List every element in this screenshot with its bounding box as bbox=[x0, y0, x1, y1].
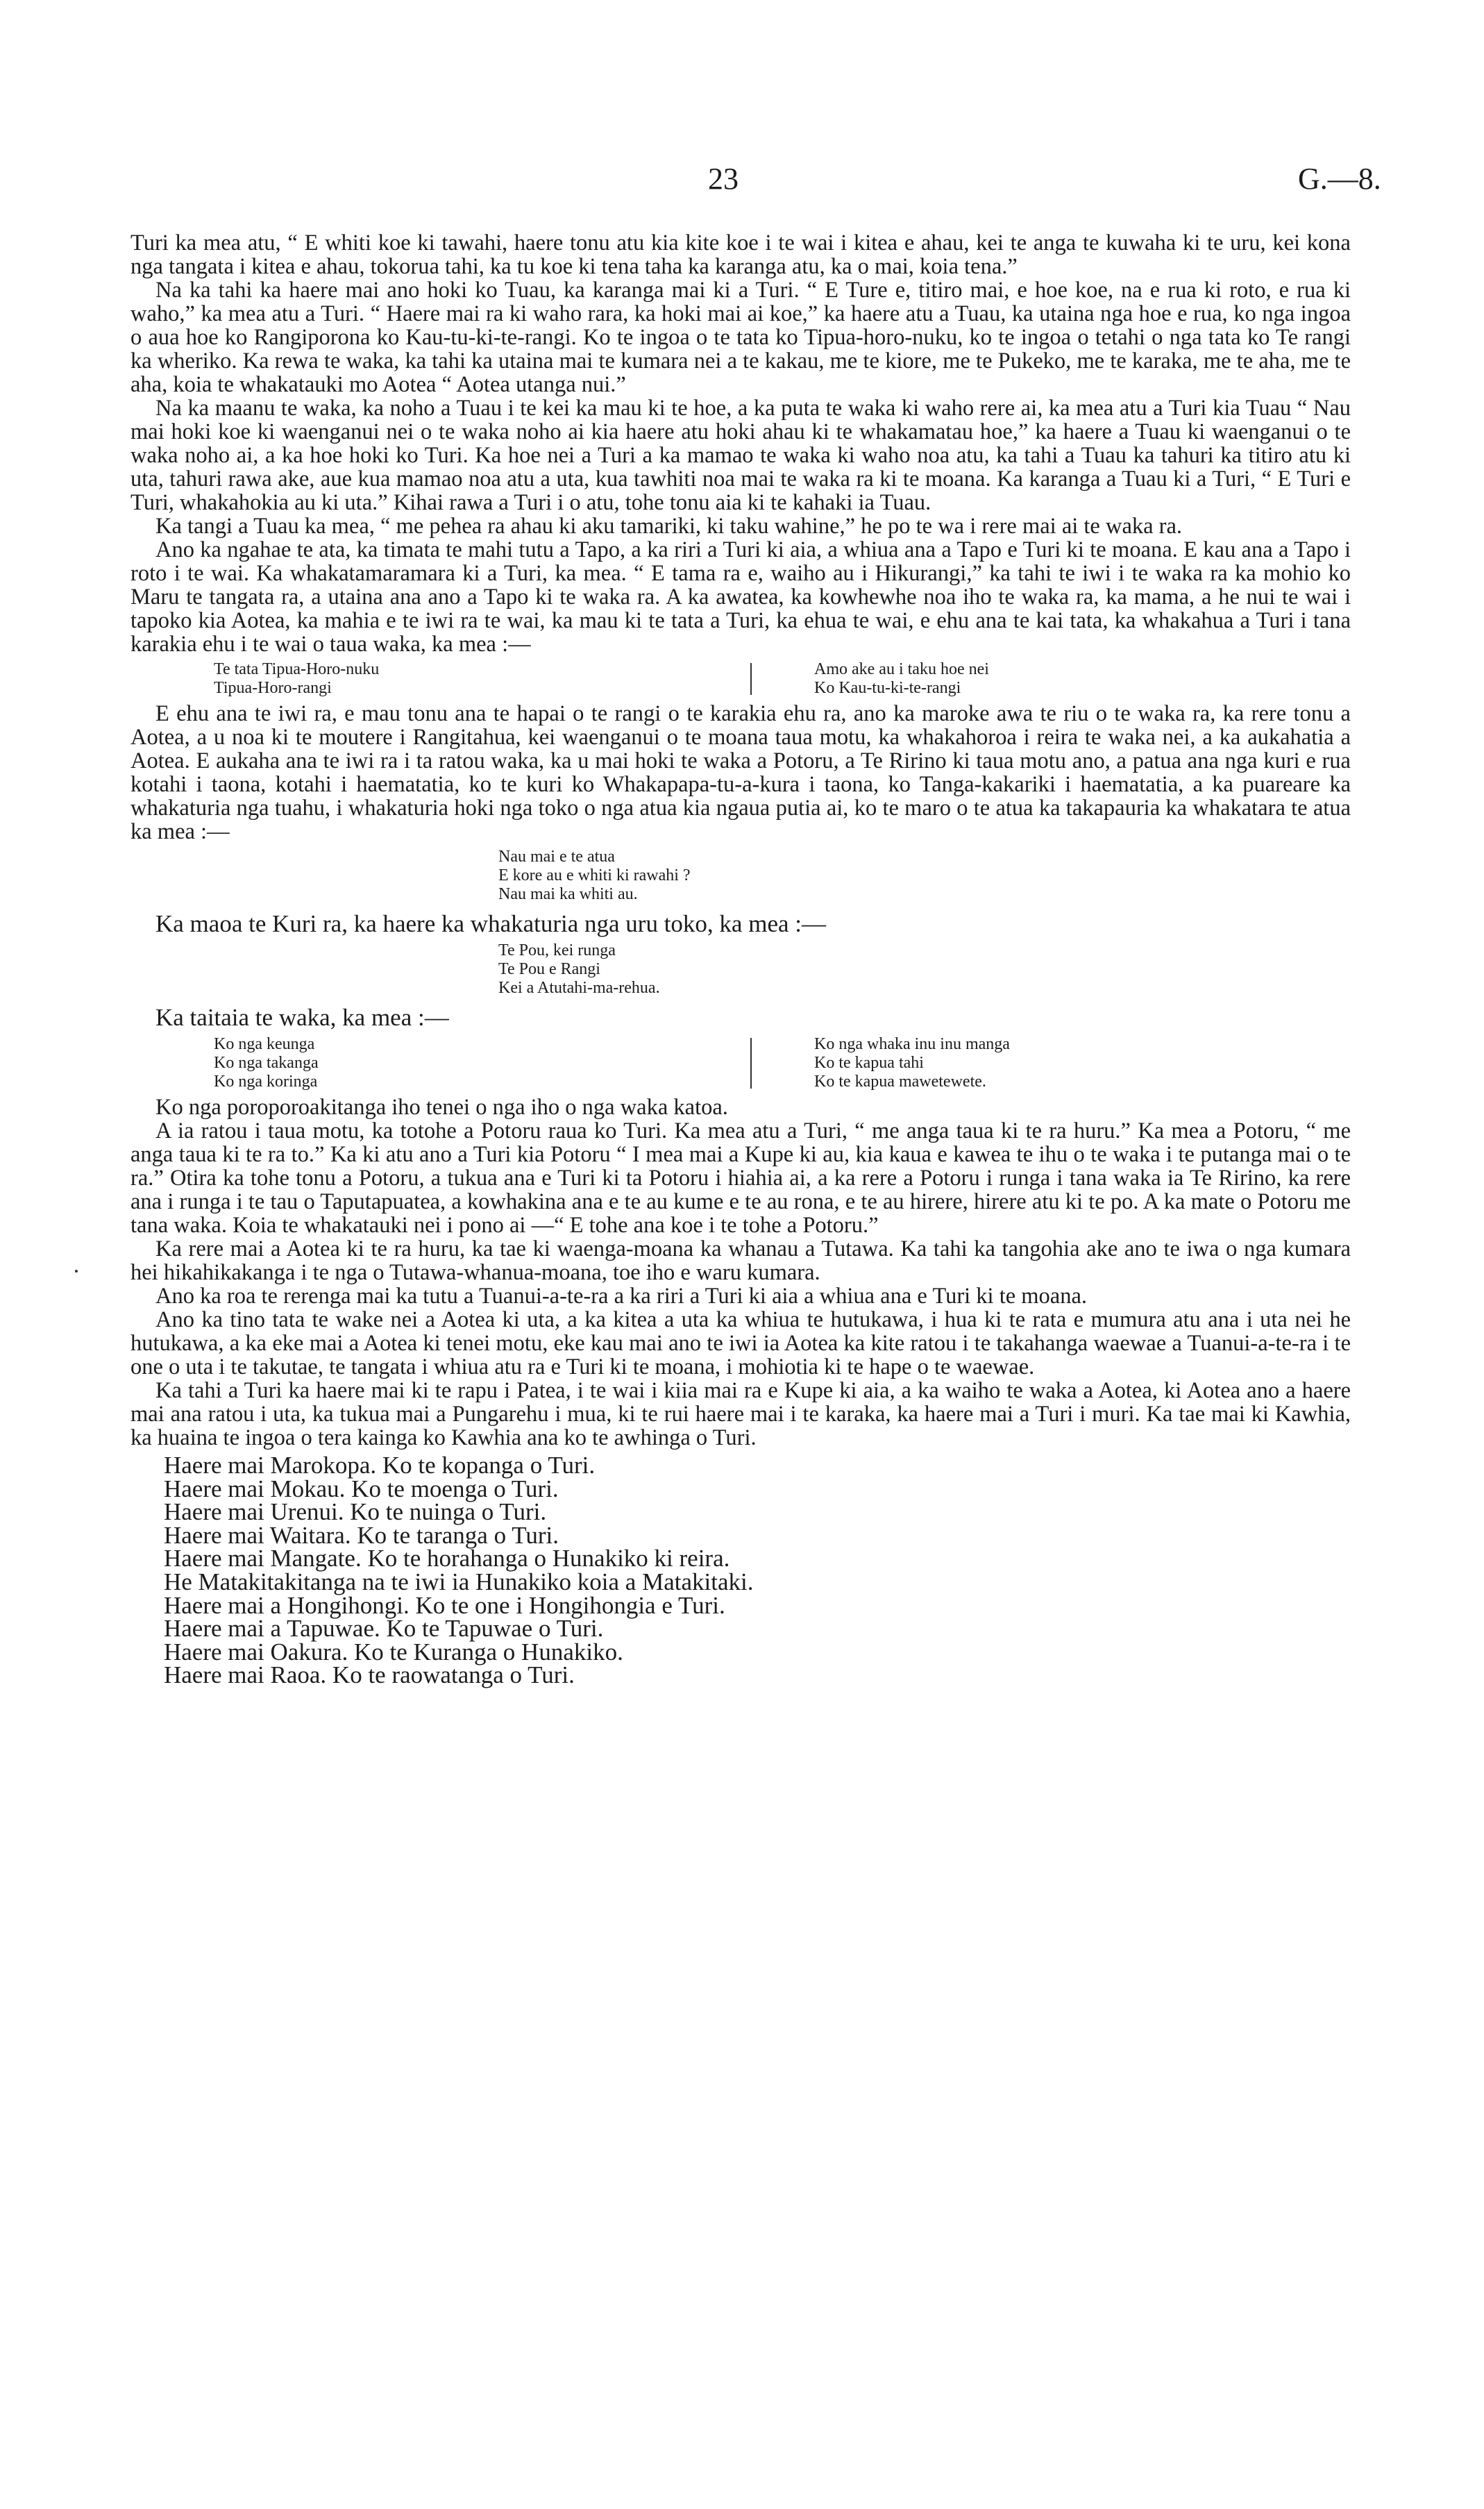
list-item: Haere mai Oakura. Ko te Kuranga o Hunakiko. bbox=[164, 1638, 623, 1665]
paragraph: Na ka tahi ka haere mai ano hoki ko Tuau, ka karanga mai ki a Turi. “ E Ture e, titiro mai, e hoe koe, na e rua ki roto, e rua ki waho,” ka mea atu a Turi. “ Haere mai ra ki waho rara, ka hoki mai ai koe,” ka haere atu a Tuau, ka utaina nga hoe e rua, ko nga ingoa o aua hoe ko Rangiporona ko Kau-tu-ki-te-rangi. Ko te ingoa o te tata ko Tipua-horo-nuku, ko te ingoa o tetahi o nga tata ko Te rangi ka wheriko. Ka rewa te waka, ka tahi ka utaina mai te kumara nei a te kakau, me te kiore, me te Pukeko, me te karaka, me te aha, me te aha, koia te whakatauki mo Aotea “ Aotea utanga nui.” bbox=[130, 278, 1351, 397]
chant-left-column bbox=[130, 660, 750, 698]
verse-line: Kei a Atutahi-ma-rehua. bbox=[498, 979, 660, 997]
verse bbox=[130, 941, 1351, 998]
chant-right-column bbox=[779, 1035, 1351, 1091]
paragraph: Ka maoa te Kuri ra, ka haere ka whakaturia nga uru toko, ka mea :— bbox=[155, 910, 826, 937]
paragraph: Ano ka tino tata te wake nei a Aotea ki uta, a ka kitea a uta ka whiua te hutukawa, i hua ki te rata e mumura atu ana i uta nei he hutukawa, a ka eke mai a Aotea ki tenei motu, eke kau mai ano te iwi ia Aotea ka kite ratou i te takahanga waewae a Tuanui-a-te-ra i te one o uta i te takutae, te tangata i whiua atu ra e Turi ki te moana, i mohiotia ki te hape o te waewae. bbox=[130, 1307, 1351, 1379]
paragraph: Ka tahi a Turi ka haere mai ki te rapu i Patea, i te wai i kiia mai ra e Kupe ki aia, a ka waiho te waka a Aotea, ki Aotea ano a haere mai ana ratou i uta, ka tukua mai a Pungarehu i mua, ki te rui haere mai i te karaka, ka haere mai a Turi i muri. Ka tae mai ki Kawhia, ka huaina te ingoa o tera kainga ko Kawhia ana ko te awhinga o Turi. bbox=[130, 1378, 1351, 1450]
chant-line: Ko te kapua mawetewete. bbox=[814, 1073, 986, 1091]
list-item: Haere mai Waitara. Ko te taranga o Turi. bbox=[164, 1521, 559, 1549]
chant-line: Ko nga takanga bbox=[214, 1054, 319, 1072]
list-item: He Matakitakitanga na te iwi ia Hunakiko koia a Matakitaki. bbox=[164, 1568, 754, 1595]
document-reference: G.—8. bbox=[1298, 162, 1381, 196]
verse-line: E kore au e whiti ki rawahi ? bbox=[498, 866, 691, 884]
place-name-list bbox=[130, 1454, 1351, 1687]
chant-line: Ko nga whaka inu inu manga bbox=[814, 1035, 1010, 1053]
column-divider bbox=[750, 663, 752, 695]
chant-line: Tipua-Horo-rangi bbox=[214, 679, 332, 697]
paragraph: Ka tangi a Tuau ka mea, “ me pehea ra ahau ki aku tamariki, ki taku wahine,” he po te wa i rere mai ai te waka ra. bbox=[155, 514, 1183, 539]
paragraph: Ka taitaia te waka, ka mea :— bbox=[155, 1004, 449, 1031]
list-item: Haere mai a Tapuwae. Ko te Tapuwae o Turi. bbox=[164, 1615, 604, 1643]
chant-left-column bbox=[130, 1035, 750, 1091]
paragraph: E ehu ana te iwi ra, e mau tonu ana te hapai o te rangi o te karakia ehu ra, ano ka maroke awa te riu o te waka ra, ka rere tonu a Aotea, a u noa ki te moutere i Rangitahua, kei waenganui o te moana taua motu, ka whakahoroa i reira te waka nei, a ka aukahatia a Aotea. E aukaha ana te iwi ra i ta ratou waka, ka u mai hoki te waka a Potoru, a Te Ririno ki taua motu ano, a patua ana nga kuri e rua kotahi i taona, kotahi i haematatia, ko te kuri ko Whakapapa-tu-a-kura i taona, ko Tanga-kakariki i haematatia, a ka puareare ka whakaturia nga tuahu, i whakaturia hoki nga toko o nga atua kia ngaua putia ai, ko te maro o te atua ka takapauria ka whakatara te atua ka mea :— bbox=[130, 701, 1351, 844]
verse-line: Nau mai e te atua bbox=[498, 848, 615, 866]
paragraph: Ko nga poroporoakitanga iho tenei o nga iho o nga waka katoa. bbox=[155, 1095, 728, 1120]
verse-line: Nau mai ka whiti au. bbox=[498, 885, 638, 903]
chant-line: Te tata Tipua-Horo-nuku bbox=[214, 660, 380, 678]
page-number: 23 bbox=[708, 162, 739, 196]
list-item: Haere mai Mangate. Ko te horahanga o Hunakiko ki reira. bbox=[164, 1545, 730, 1572]
text-body bbox=[130, 231, 1351, 1687]
chant-line: Ko nga koringa bbox=[214, 1073, 318, 1091]
stray-mark bbox=[75, 1270, 78, 1273]
paragraph: Ano ka ngahae te ata, ka timata te mahi tutu a Tapo, a ka riri a Turi ki aia, a whiua ana a Tapo e Turi ki te moana. E kau ana a Tapo i roto i te wai. Ka whakatamaramara ki a Turi, ka mea. “ E tama ra e, waiho au i Hikurangi,” ka tahi te iwi i te waka ra ka mohio ko Maru te tangata ra, a utaina ana ano a Tapo ki te waka ra. A ka awatea, ka kowhewhe noa iho te waka ra, ka mama, a he nui te wai i tapoko kia Aotea, ka mahia e te iwi ra te wai, ka mau ki te tata a Turi, ka ehua te wai, e ehu ana te kai tata, ka whakahua a Turi i tana karakia ehu i te wai o taua waka, ka mea :— bbox=[130, 537, 1351, 657]
chant-line: Ko te kapua tahi bbox=[814, 1054, 924, 1072]
verse bbox=[130, 848, 1351, 904]
chant-line: Amo ake au i taku hoe nei bbox=[814, 660, 989, 678]
karakia-chant bbox=[130, 660, 1351, 698]
list-item: Haere mai Mokau. Ko te moenga o Turi. bbox=[164, 1475, 559, 1502]
paragraph: Turi ka mea atu, “ E whiti koe ki tawahi, haere tonu atu kia kite koe i te wai i kitea e ahau, kei te anga te kuwaha ki te uru, kei kona nga tangata i kitea e ahau, tokorua tahi, ka tu koe ki tena taha ka karanga atu, ka o mai, koia tena.” bbox=[130, 230, 1351, 279]
list-item: Haere mai a Hongihongi. Ko te one i Hongihongia e Turi. bbox=[164, 1591, 725, 1619]
verse-line: Te Pou, kei runga bbox=[498, 941, 616, 959]
paragraph: Na ka maanu te waka, ka noho a Tuau i te kei ka mau ki te hoe, a ka puta te waka ki waho rere ai, ka mea atu a Turi kia Tuau “ Nau mai hoki koe ki waenganui nei o te waka noho ai kia haere atu hoki ahau ki te whakamatau hoe,” ka haere a Tuau ki waenganui o te waka noho ai, a ka hoe hoki ko Turi. Ka hoe nei a Turi a ka mamao te waka ki waho noa atu, ka tahi a Tuau ka tahuri ka titiro atu ki uta, tahuri rawa ake, aue kua mamao noa atu a uta, kua tawhiti noa mai te waka ra ki te moana. Ka karanga a Tuau ki a Turi, “ E Turi e Turi, whakahokia au ki uta.” Kihai rawa a Turi i o atu, tohe tonu aia ki te kahaki ia Tuau. bbox=[130, 396, 1351, 515]
paragraph: Ano ka roa te rerenga mai ka tutu a Tuanui-a-te-ra a ka riri a Turi ki aia a whiua ana e Turi ki te moana. bbox=[155, 1284, 1088, 1309]
verse-line: Te Pou e Rangi bbox=[498, 960, 600, 978]
paragraph: Ka rere mai a Aotea ki te ra huru, ka tae ki waenga-moana ka whanau a Tutawa. Ka tahi ka tangohia ake ano te iwa o nga kumara hei hikahikakanga i te nga o Tutawa-whanua-moana, toe iho e waru kumara. bbox=[130, 1236, 1351, 1285]
chant-line: Ko nga keunga bbox=[214, 1035, 315, 1053]
column-divider bbox=[750, 1038, 752, 1089]
chant-right-column bbox=[779, 660, 1351, 698]
paragraph: A ia ratou i taua motu, ka totohe a Potoru raua ko Turi. Ka mea atu a Turi, “ me anga taua ki te ra huru.” Ka mea a Potoru, “ me anga taua ki te ra to.” Ka ki atu ano a Turi kia Potoru “ I mea mai a Kupe ki au, kia kaua e kawea te ihu o te waka i te putanga mai o te ra.” Otira ka tohe tonu a Potoru, a tukua ana e Turi ki ta Potoru i hiahia ai, a ka rere a Potoru i runga i tana waka ia Te Ririno, ka rere ana i runga i te tau o Taputapuatea, a kowhakina ana e te au kume e te au rona, e te au hirere, hirere atu ki te po. A ka mate o Potoru me tana waka. Koia te whakatauki nei i pono ai —“ E tohe ana koe i te tohe a Potoru.” bbox=[130, 1118, 1351, 1238]
list-item: Haere mai Urenui. Ko te nuinga o Turi. bbox=[164, 1498, 547, 1526]
chant-line: Ko Kau-tu-ki-te-rangi bbox=[814, 679, 961, 697]
list-item: Haere mai Raoa. Ko te raowatanga o Turi. bbox=[164, 1661, 575, 1689]
list-item: Haere mai Marokopa. Ko te kopanga o Turi. bbox=[164, 1452, 596, 1479]
karakia-chant bbox=[130, 1035, 1351, 1091]
